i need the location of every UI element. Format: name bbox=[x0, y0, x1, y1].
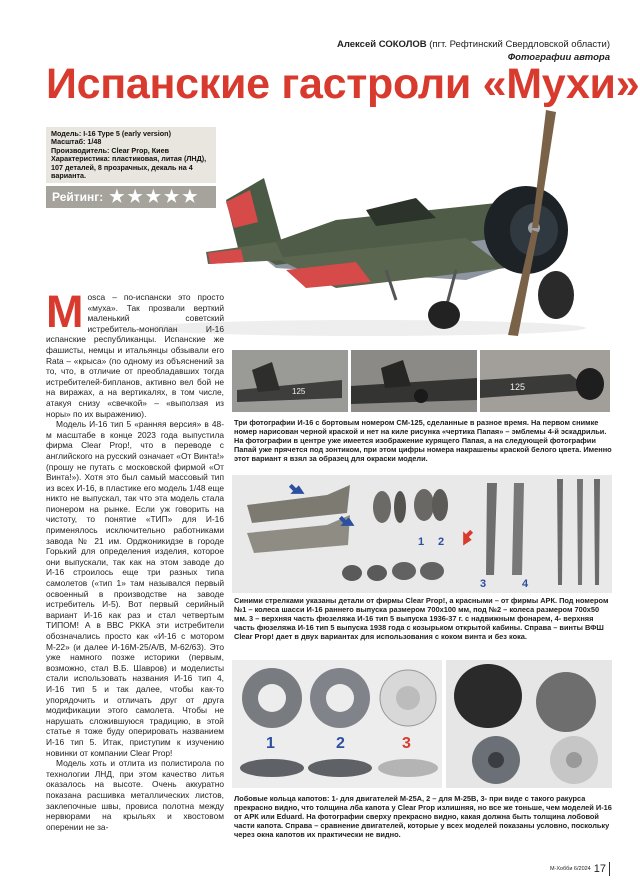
paragraph-2: Модель И-16 тип 5 «ранняя версия» в 48-м масштабе в конце 2023 года выпустила фирма Clear Prop!, что в переводе с английского на русский означает «От Винта!» (прошу не путать с московской фирмой «От Винта!»). Хотя это был самый массовый тип из всех И-16, в пластике его модель 1/48 еще никто не выпускал, так что эта модель стала пионером на рынке. Если уж говорить на чистоту, то понятие «ТИП» для И-16 применялось исключительно работниками завода № 21 им. Орджоникидзе в городе Горький для определения изделия, которое они выпускали, так как на этом заводе до И-16 строилось еще три разных типа самолетов («тип 1» там назывался первый освоенный в производстве на заводе истребитель И-5). Вот первый серийный вариант И-16 как раз и стал четвертым ТИПОМ! А в ВВС РККА эти истребители обозначались просто как «И-16 с мотором М-22» (и далее И-16М-25/А/В, М-62/63). Это уже намного позже историки (первым, возможно, стал В.Б. Шавров) и моделисты стали использовать названия И-16 тип 4, И-16 тип 5 и так далее, чтобы как-то упорядочить и отличать друг от друга модификации этого самолета. Чтобы не нарушать сложившуюся традицию, в этой статье я тоже буду оперировать названием И-16 тип 5. Итак, приступим к изучению новинки от компании Clear Prop! bbox=[46, 419, 224, 758]
engine-art bbox=[446, 660, 612, 788]
spec-model: Модель: I-16 Type 5 (early version) bbox=[51, 129, 171, 138]
tail-number-1: 125 bbox=[292, 387, 306, 396]
caption-cowling: Лобовые кольца капотов: 1- для двигателей М-25А, 2 – для М-25В, 3- при виде с такого ракурса прекрасно видно, что толщина лба капота у Clear Prop излишняя, но все же тоньше, чем моделей И-16 от АРК или Eduard. На фотографии сверху прекрасно видно, какая должна быть толщина лобовой части капота. Справа – сравнение двигателей, которые у всех моделей показаны условно, поскольку через окна капотов их практически не видно. bbox=[234, 794, 612, 839]
engine-photo-1 bbox=[454, 664, 522, 728]
page-footer bbox=[550, 862, 610, 876]
cowling-side-2 bbox=[308, 759, 372, 777]
wheel-part-1 bbox=[373, 491, 391, 523]
wheel-part-2 bbox=[394, 491, 406, 523]
parts-comparison-photo bbox=[232, 475, 612, 593]
photo-credit: Фотографии автора bbox=[507, 52, 610, 63]
paragraph-1: osca – по-испански это просто «муха». Так прозвали верткий маленький советский истребитель-моноплан И-16 испанские республиканцы. Испанские же фашисты, немцы и итальянцы обзывали его Rata – «крыса» (по одному из объяснений за то, что, в отличие от преобладавших тогда истребителей-бипланов, активно вел бой не на виражах, а на вертикалях, в том числе, атакуя снизу «свечкой» – «выползая из норы» по их выражению). bbox=[46, 292, 224, 419]
wheel-part-3 bbox=[414, 489, 434, 521]
historical-photo-2 bbox=[351, 350, 477, 412]
tail-number-3: 125 bbox=[510, 382, 526, 392]
spec-details: Характеристика: пластиковая, литая (ЛНД), 107 деталей, 8 прозрачных, декаль на 4 варианта. bbox=[51, 154, 207, 181]
engine-photo-2 bbox=[536, 672, 596, 732]
photo-2-art bbox=[351, 350, 477, 412]
label-num-2: 2 bbox=[438, 536, 445, 548]
historical-photo-3 bbox=[480, 350, 610, 412]
main-wheel bbox=[428, 301, 460, 329]
fuselage-top-4 bbox=[512, 483, 524, 575]
magazine-issue: М-Хобби 6/2024 bbox=[549, 866, 591, 872]
caption-parts: Синими стрелками указаны детали от фирмы Clear Prop!, а красными – от фирмы АРК. Под номером №1 – колеса шасси И-16 раннего выпуска размером 700х100 мм, под №2 – колеса размером 700х50 мм. 3 – верхняя часть фюзеляжа И-16 тип 5 выпуска 1936-37 г. с надвижным фонарем, 4- верхняя часть фюзеляжа И-16 тип 5 выпуска 1938 года с козырьком открытой кабины. Справа – винты ВФШ Clear Prop! дает в двух вариантах для использования с коком винта и без кока. bbox=[234, 596, 609, 641]
propeller-3 bbox=[594, 479, 600, 585]
historical-photo-1 bbox=[232, 350, 348, 412]
drop-cap: М bbox=[46, 286, 84, 337]
tire-3 bbox=[392, 562, 416, 580]
cowling-label-2: 2 bbox=[336, 735, 345, 752]
rating-bar bbox=[46, 186, 216, 208]
cowling-art bbox=[232, 660, 442, 788]
tire-1 bbox=[342, 565, 362, 581]
wheel-part-4 bbox=[432, 489, 448, 521]
label-num-4: 4 bbox=[522, 578, 529, 590]
engine-comparison-photo bbox=[446, 660, 612, 788]
spec-box bbox=[46, 127, 216, 183]
article-body bbox=[46, 286, 224, 832]
parts-art bbox=[232, 475, 612, 593]
caption-historical: Три фотографии И-16 с бортовым номером CM-125, сделанные в разное время. На первом снимке номер нарисован черной краской и нет на киле рисунка «чертика Папая» – эмблемы 4-й эскадрильи. На фотографии в центре уже имеется изображение курящего Папая, а на следующей фотографии Папай уже прячется под зонтиком, при этом цифры номера накрашены краской белого цвета. Именно этот вариант я взял за образец для окраски модели. bbox=[234, 418, 612, 463]
spec-scale: Масштаб: 1/48 bbox=[51, 137, 102, 147]
author-affiliation: (пгт. Рефтинский Свердловской области) bbox=[429, 39, 610, 50]
label-num-3: 3 bbox=[480, 578, 487, 590]
tire-4 bbox=[420, 562, 444, 580]
article-headline: Испанские гастроли «Мухи» bbox=[46, 60, 640, 108]
spec-maker: Производитель: Clear Prop, Киев bbox=[51, 145, 169, 155]
paragraph-3: Модель хоть и отлита из полистирола по технологии ЛНД, при этом качество литья оказалось на высоте. Очень аккуратно показана расшивка металлических листов, заклепочные швы, провиса полотна между нервюрами на крыльях и хвостовом оперении не за- bbox=[46, 758, 224, 832]
main-wheel-2 bbox=[538, 271, 574, 319]
propeller-1 bbox=[557, 479, 563, 585]
cowling-side-3 bbox=[378, 759, 438, 777]
rating-stars: ★★★★★ bbox=[109, 187, 201, 206]
author-name: Алексей СОКОЛОВ bbox=[337, 39, 427, 50]
photo-3-art bbox=[480, 350, 610, 412]
cowling-label-1: 1 bbox=[266, 735, 275, 752]
page-divider bbox=[609, 862, 610, 876]
cowling-rings-photo bbox=[232, 660, 442, 788]
tire-2 bbox=[367, 565, 387, 581]
cowling-label-3: 3 bbox=[402, 735, 411, 752]
page-number: 17 bbox=[593, 863, 606, 875]
label-num-1: 1 bbox=[418, 536, 425, 548]
photo-1-art bbox=[232, 350, 348, 412]
rating-label: Рейтинг: bbox=[52, 190, 104, 204]
cowling-side-1 bbox=[240, 759, 304, 777]
propeller-2 bbox=[577, 479, 583, 585]
